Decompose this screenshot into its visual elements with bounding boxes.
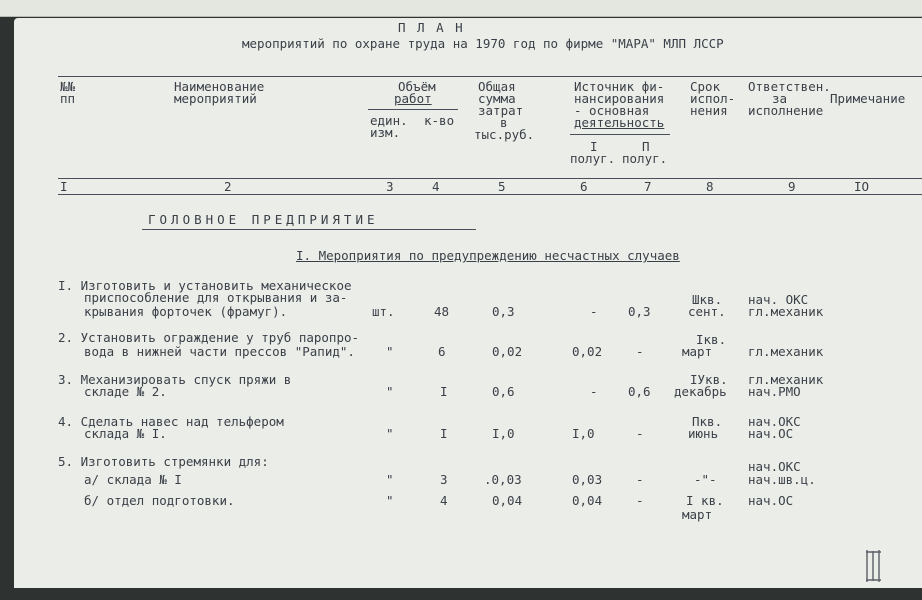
- row-2-term: Iкв.: [696, 332, 727, 347]
- header-half2-b: полуг.: [622, 151, 668, 166]
- source-rule: [570, 134, 670, 135]
- header-qty: к-во: [424, 113, 455, 128]
- row-1-name: крывания форточек (фрамуг).: [84, 304, 288, 319]
- col-number: IO: [854, 179, 870, 194]
- document-sheet: [14, 18, 922, 588]
- header-term-a: Срок: [690, 79, 721, 94]
- row-5b-resp: нач.ОС: [748, 493, 794, 508]
- header-sum-b: сумма: [478, 91, 516, 106]
- row-5a-term: -"-: [694, 472, 717, 487]
- row-2-half2: -: [636, 344, 644, 359]
- row-4-half2: -: [636, 426, 644, 441]
- header-unit-b: изм.: [370, 125, 401, 140]
- col-number: I: [60, 179, 68, 194]
- row-5a-qty: 3: [440, 472, 448, 487]
- row-1-half2: 0,3: [628, 304, 651, 319]
- subsection-heading: I. Мероприятия по предупреждению несчастных случаев: [296, 248, 680, 263]
- row-5-name: 5. Изготовить стремянки для:: [58, 454, 269, 469]
- section-heading: ГОЛОВНОЕ ПРЕДПРИЯТИЕ: [148, 212, 379, 227]
- row-5b-sum: 0,04: [492, 493, 523, 508]
- header-half1-a: I: [590, 139, 598, 154]
- header-unit-a: един.: [370, 113, 408, 128]
- row-5a-half1: 0,03: [572, 472, 603, 487]
- row-5b-term: I кв.: [686, 493, 724, 508]
- row-2-name: 2. Установить ограждение у труб паропро-: [58, 330, 360, 345]
- header-volume-a: Объём: [398, 79, 436, 94]
- row-1-term: сент.: [688, 304, 726, 319]
- row-2-qty: 6: [438, 344, 446, 359]
- header-num-a: №№: [60, 79, 76, 94]
- row-5a-sum: .0,03: [484, 472, 522, 487]
- row-1-resp: гл.механик: [748, 304, 824, 319]
- row-2-term: март: [682, 344, 713, 359]
- header-term-b: испол-: [690, 91, 736, 106]
- header-volume-b: работ: [394, 91, 432, 106]
- row-2-resp: гл.механик: [748, 344, 824, 359]
- row-2-half1: 0,02: [572, 344, 603, 359]
- row-5b-half2: -: [636, 493, 644, 508]
- row-1-qty: 48: [434, 304, 450, 319]
- row-4-sum: I,0: [492, 426, 515, 441]
- row-4-qty: I: [440, 426, 448, 441]
- row-3-term: IУкв.: [690, 372, 728, 387]
- row-2-sum: 0,02: [492, 344, 523, 359]
- row-5a-unit: ": [386, 472, 394, 487]
- row-3-resp: гл.механик: [748, 372, 824, 387]
- header-resp-b: за: [772, 91, 788, 106]
- row-4-term: июнь: [688, 426, 719, 441]
- row-5a-half2: -: [636, 472, 644, 487]
- row-3-half1: -: [590, 384, 598, 399]
- header-source-b: нансирования: [574, 91, 665, 106]
- header-name-a: Наименование: [174, 79, 265, 94]
- row-1-name: I. Изготовить и установить механическое: [58, 278, 352, 293]
- col-number: 7: [644, 179, 652, 194]
- plan-subtitle: мероприятий по охране труда на 1970 год по фирме "МАРА" МЛП ЛССР: [242, 36, 724, 51]
- header-source-d: деятельность: [574, 115, 665, 130]
- row-5a-resp: нач.шв.ц.: [748, 472, 816, 487]
- col-number: 3: [386, 179, 394, 194]
- header-sum-e: тыс.руб.: [474, 127, 535, 142]
- row-4-unit: ": [386, 426, 394, 441]
- row-3-unit: ": [386, 384, 394, 399]
- col-number: 9: [788, 179, 796, 194]
- header-sum-c: затрат: [478, 103, 524, 118]
- row-1-half1: -: [590, 304, 598, 319]
- col-number: 2: [224, 179, 232, 194]
- row-4-name: склада № I.: [84, 426, 167, 441]
- row-4-half1: I,0: [572, 426, 595, 441]
- header-sum-d: в: [500, 115, 508, 130]
- header-sum-a: Общая: [478, 79, 516, 94]
- row-1-resp: нач. ОКС: [748, 292, 809, 307]
- col-number: 6: [580, 179, 588, 194]
- header-half2-a: П: [642, 139, 650, 154]
- header-source-a: Источник фи-: [574, 79, 665, 94]
- row-5b-qty: 4: [440, 493, 448, 508]
- section-underline: [142, 229, 476, 230]
- header-resp-a: Ответствен.: [748, 79, 831, 94]
- row-2-name: вода в нижней части прессов "Рапид".: [84, 344, 355, 359]
- row-3-qty: I: [440, 384, 448, 399]
- row-1-sum: 0,3: [492, 304, 515, 319]
- row-5b-term: март: [682, 507, 713, 522]
- header-term-c: нения: [690, 103, 728, 118]
- row-4-term: Пкв.: [692, 414, 723, 429]
- row-3-name: 3. Механизировать спуск пряжи в: [58, 372, 292, 387]
- header-source-c: - основная: [574, 103, 650, 118]
- col-number: 4: [432, 179, 440, 194]
- row-5b-half1: 0,04: [572, 493, 603, 508]
- previous-page-edge: [0, 0, 922, 17]
- row-5-resp: нач.ОКС: [748, 459, 801, 474]
- row-2-unit: ": [386, 344, 394, 359]
- volume-rule: [368, 109, 458, 110]
- row-5b-name: б/ отдел подготовки.: [84, 493, 235, 508]
- row-4-resp: нач.ОС: [748, 426, 794, 441]
- col-number: 5: [498, 179, 506, 194]
- row-3-name: складе № 2.: [84, 384, 167, 399]
- col-number: 8: [706, 179, 714, 194]
- header-num-b: пп: [60, 91, 76, 106]
- row-1-term: Шкв.: [692, 292, 723, 307]
- header-notes: Примечание: [830, 91, 906, 106]
- row-1-name: приспособление для открывания и за-: [84, 290, 348, 305]
- row-1-unit: шт.: [372, 304, 395, 319]
- row-3-half2: 0,6: [628, 384, 651, 399]
- column-numbers-rule: [58, 194, 922, 195]
- header-half1-b: полуг.: [570, 151, 616, 166]
- row-3-term: декабрь: [674, 384, 727, 399]
- row-5a-name: а/ склада № I: [84, 472, 182, 487]
- row-3-resp: нач.РМО: [748, 384, 801, 399]
- row-4-name: 4. Сделать навес над тельфером: [58, 414, 284, 429]
- handwritten-page-note: [864, 548, 884, 584]
- row-5b-unit: ": [386, 493, 394, 508]
- row-4-resp: нач.ОКС: [748, 414, 801, 429]
- row-3-sum: 0,6: [492, 384, 515, 399]
- header-top-rule: [58, 76, 922, 77]
- plan-title: П Л А Н: [398, 20, 465, 35]
- header-name-b: мероприятий: [174, 91, 257, 106]
- header-resp-c: исполнение: [748, 103, 824, 118]
